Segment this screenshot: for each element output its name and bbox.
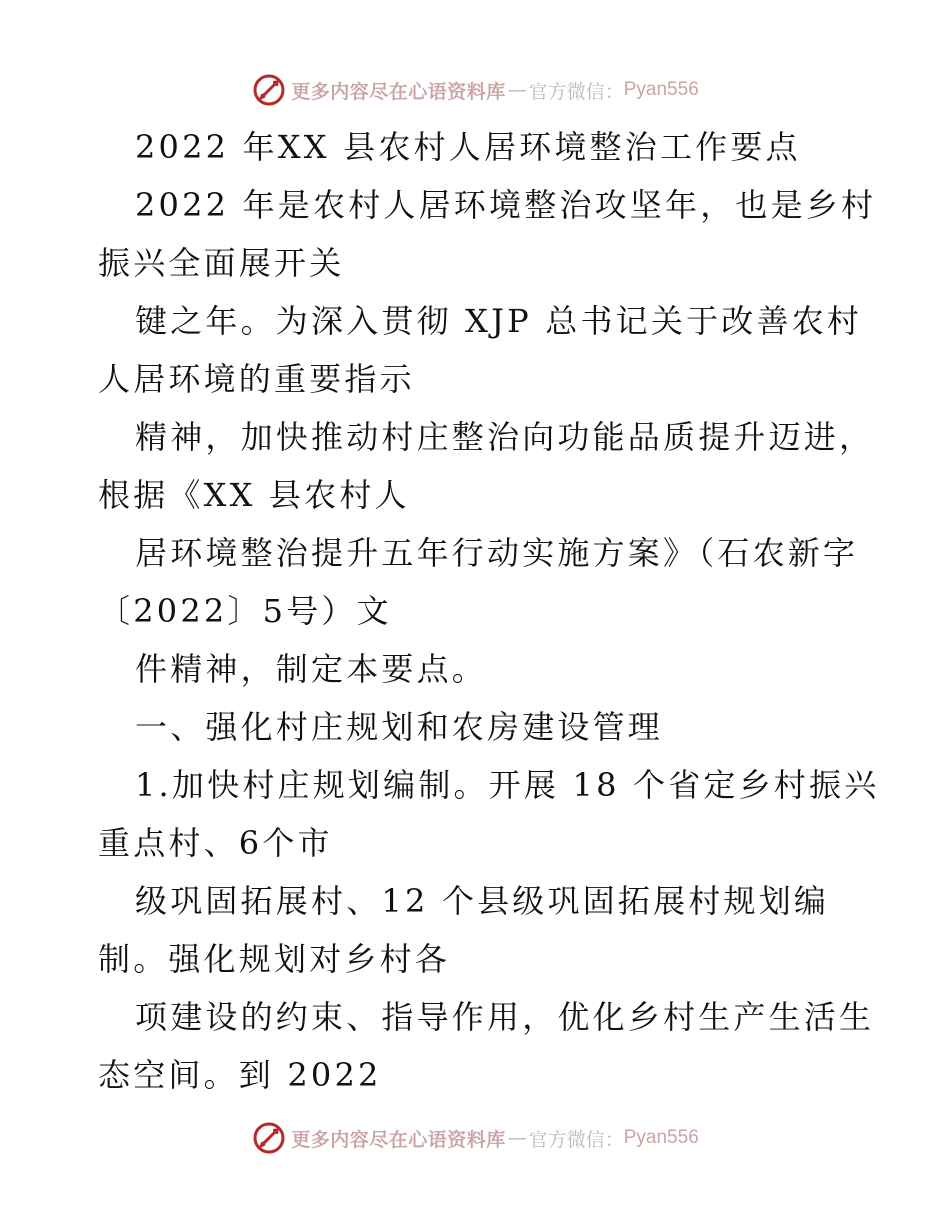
- header-banner: [0, 70, 950, 110]
- text-line: 项建设的约束、指导作用，优化乡村生产生活生: [135, 998, 875, 1036]
- banner-text: 更多内容尽在心语资料库: [291, 1128, 506, 1151]
- text-line: 制。强化规划对乡村各: [98, 940, 451, 978]
- text-line: 态空间。到 2022: [98, 1056, 382, 1094]
- section-heading: 一、强化村庄规划和农房建设管理: [135, 708, 664, 746]
- text-line: 〔2022〕5号）文: [98, 592, 392, 630]
- text-line: 1.加快村庄规划编制。开展 18 个省定乡村振兴: [135, 766, 880, 804]
- text-line: 根据《XX 县农村人: [98, 476, 410, 514]
- banner-wechat-id: Pyan556: [623, 1127, 699, 1148]
- brand-logo-icon: [251, 1120, 287, 1156]
- text-line: 2022 年是农村人居环境整治攻坚年，也是乡村: [135, 186, 877, 224]
- banner-text: 更多内容尽在心语资料库: [291, 80, 506, 103]
- text-line: 人居环境的重要指示: [98, 360, 415, 398]
- footer-banner: [0, 1118, 950, 1158]
- text-line: 振兴全面展开关: [98, 244, 345, 282]
- text-line: 重点村、6个市: [98, 824, 333, 862]
- brand-logo-icon: [251, 72, 287, 108]
- text-line: 级巩固拓展村、12 个县级巩固拓展村规划编: [135, 882, 830, 920]
- banner-label: 官方微信：: [528, 80, 624, 103]
- banner-label: 官方微信：: [528, 1128, 624, 1151]
- banner-wechat-id: Pyan556: [623, 79, 699, 100]
- banner-dash: —: [507, 79, 527, 101]
- text-line: 居环境整治提升五年行动实施方案》（石农新字: [135, 534, 859, 572]
- text-line: 键之年。为深入贯彻 XJP 总书记关于改善农村: [135, 302, 863, 340]
- document-title: 2022 年XX 县农村人居环境整治工作要点: [135, 128, 801, 166]
- text-line: 件精神，制定本要点。: [135, 650, 488, 688]
- text-line: 精神，加快推动村庄整治向功能品质提升迈进，: [135, 418, 875, 456]
- banner-dash: —: [507, 1127, 527, 1149]
